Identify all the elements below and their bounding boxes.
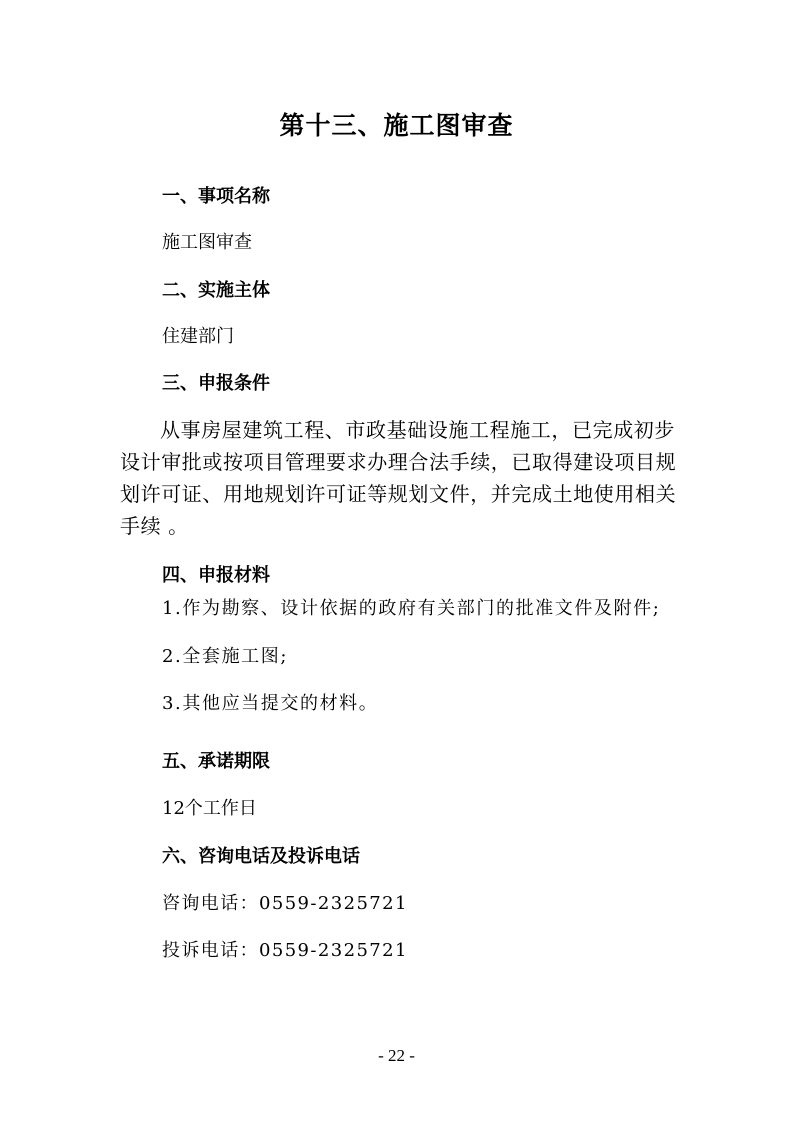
item-name-text: 施工图审查 [162, 232, 252, 253]
material-item: 2.全套施工图; [162, 646, 289, 667]
deadline-text: 12个工作日 [162, 798, 257, 819]
material-item: 1.作为勘察、设计依据的政府有关部门的批准文件及附件; [162, 598, 661, 619]
conditions-paragraph [120, 414, 680, 542]
section-heading-implementer: 二、实施主体 [162, 280, 270, 301]
page-number: - 22 - [378, 1046, 415, 1065]
conditions-line: 手续 。 [120, 514, 189, 538]
material-item: 3.其他应当提交的材料。 [162, 693, 379, 714]
implementer-text: 住建部门 [162, 326, 234, 347]
section-heading-deadline: 五、承诺期限 [162, 751, 270, 772]
complaint-phone: 投诉电话：0559-2325721 [162, 940, 408, 961]
page-title: 第十三、施工图审查 [279, 111, 514, 140]
conditions-line: 设计审批或按项目管理要求办理合法手续，已取得建设项目规 [120, 450, 677, 474]
section-heading-conditions: 三、申报条件 [162, 373, 270, 394]
section-heading-contact: 六、咨询电话及投诉电话 [162, 846, 360, 867]
consult-phone: 咨询电话：0559-2325721 [162, 893, 408, 914]
section-heading-item-name: 一、事项名称 [162, 186, 270, 207]
conditions-line: 从事房屋建筑工程、市政基础设施工程施工，已完成初步 [160, 418, 675, 442]
conditions-line: 划许可证、用地规划许可证等规划文件，并完成土地使用相关 [120, 482, 677, 506]
section-heading-materials: 四、申报材料 [162, 565, 270, 586]
